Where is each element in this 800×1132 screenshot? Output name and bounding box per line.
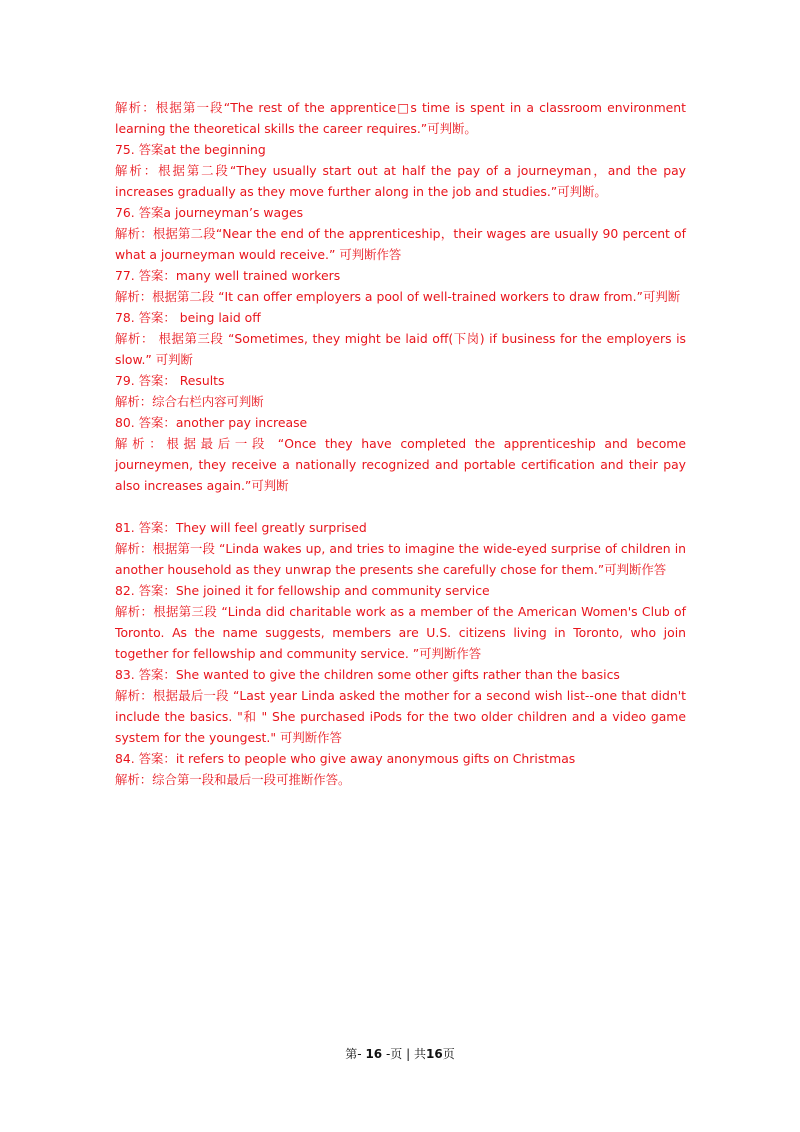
answer-82: 82. 答案：She joined it for fellowship and community service xyxy=(115,583,490,598)
footer-total-pages: 16 xyxy=(425,1047,443,1061)
answer-79: 79. 答案： Results xyxy=(115,373,225,388)
answer-76: 76. 答案a journeyman’s wages xyxy=(115,205,304,220)
explanation-79: 解析：综合右栏内容可判断 xyxy=(115,394,264,409)
explanation-78: 解析： 根据第三段 “Sometimes, they might be laid off(下岗) if business for the employers is slow.” 可判断 xyxy=(115,331,686,367)
explanation-82: 解析：根据第三段 “Linda did charitable work as a member of the American Women's Club of Toronto. As the name suggests, members are U.S. citizens living in Toronto, who join together for fellowship and community service. ”可判断作答 xyxy=(115,604,686,661)
section-spacer xyxy=(115,496,686,517)
footer-middle: -页 | 共 xyxy=(382,1047,426,1061)
answer-75: 75. 答案at the beginning xyxy=(115,142,266,157)
explanation-83: 解析：根据最后一段 “Last year Linda asked the mother for a second wish list--one that didn't include the basics. "和 " She purchased iPods for the two older children and a video game system for the youngest." 可判断作答 xyxy=(115,688,686,745)
footer-suffix: 页 xyxy=(442,1047,455,1061)
explanation-84: 解析：综合第一段和最后一段可推断作答。 xyxy=(115,772,351,787)
explanation-75: 解析：根据第二段“They usually start out at half the pay of a journeyman，and the pay increases gradually as they move further along in the job and studies.”可判断。 xyxy=(115,163,686,199)
footer-prefix: 第- xyxy=(345,1047,366,1061)
explanation-80: 解析：根据最后一段 “Once they have completed the apprenticeship and become journeymen, they receive a nationally recognized and portable certification and their pay also increases again.”可判断 xyxy=(115,436,686,493)
explanation-77: 解析：根据第二段 “It can offer employers a pool of well-trained workers to draw from.”可判断 xyxy=(115,289,681,304)
answer-84: 84. 答案：it refers to people who give away anonymous gifts on Christmas xyxy=(115,751,576,766)
answer-78: 78. 答案： being laid off xyxy=(115,310,261,325)
answer-key-content xyxy=(115,97,686,790)
explanation-74: 解析：根据第一段“The rest of the apprentice□s time is spent in a classroom environment learning the theoretical skills the career requires.”可判断。 xyxy=(115,100,686,136)
page-footer xyxy=(0,1045,800,1062)
explanation-76: 解析：根据第二段“Near the end of the apprenticeship，their wages are usually 90 percent of what a journeyman would receive.” 可判断作答 xyxy=(115,226,686,262)
answer-80: 80. 答案：another pay increase xyxy=(115,415,308,430)
explanation-81: 解析：根据第一段 “Linda wakes up, and tries to imagine the wide-eyed surprise of children in another household as they unwrap the presents she carefully chose for them.”可判断作答 xyxy=(115,541,686,577)
answer-83: 83. 答案：She wanted to give the children some other gifts rather than the basics xyxy=(115,667,620,682)
footer-page-number: 16 xyxy=(365,1047,383,1061)
answer-77: 77. 答案：many well trained workers xyxy=(115,268,341,283)
answer-81: 81. 答案：They will feel greatly surprised xyxy=(115,520,367,535)
